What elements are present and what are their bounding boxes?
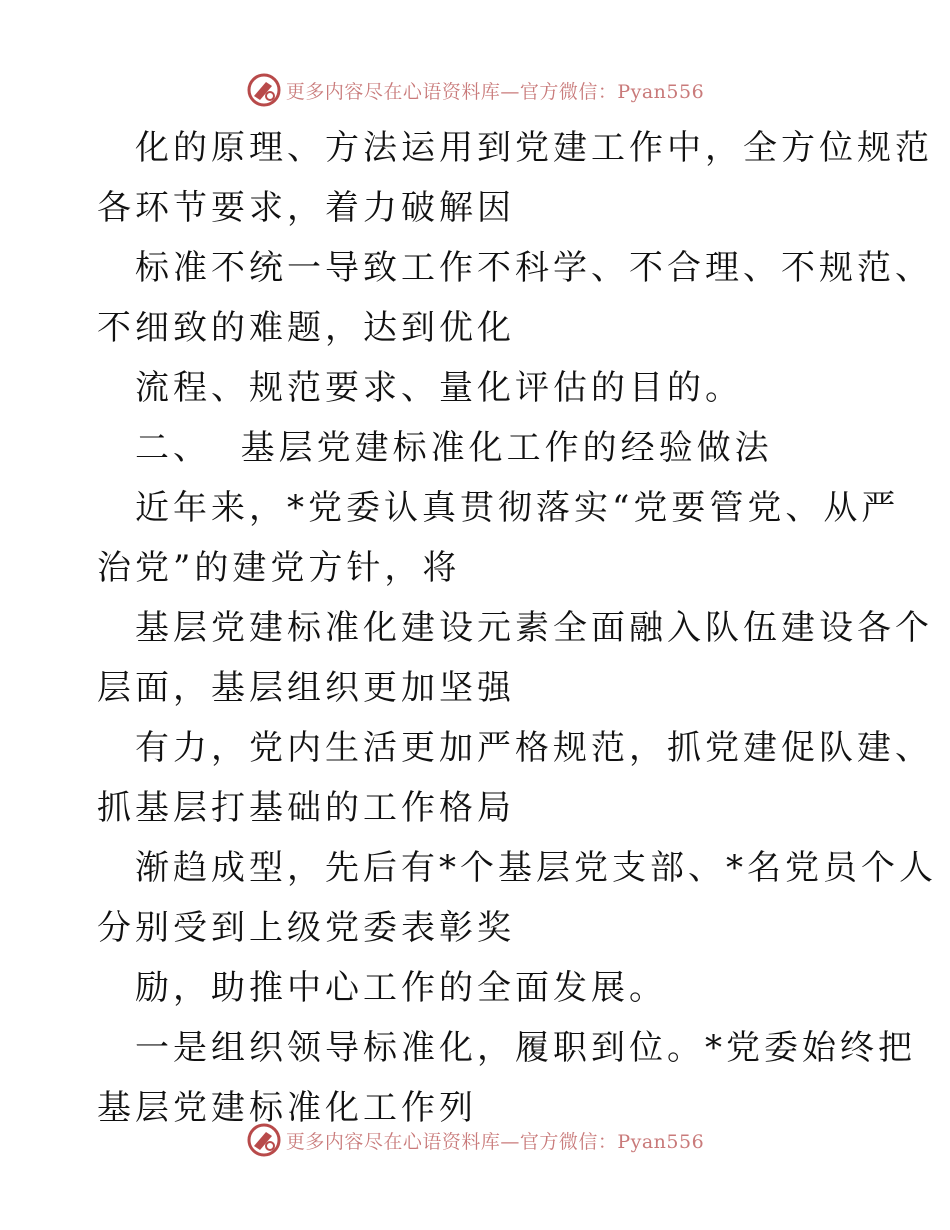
document-body (97, 118, 937, 1138)
text-line: 治党”的建党方针，将 (97, 548, 461, 588)
text-line: 流程、规范要求、量化评估的目的。 (135, 368, 743, 408)
text-line: 各环节要求，着力破解因 (97, 188, 515, 228)
text-line: 分别受到上级党委表彰奖 (97, 908, 515, 948)
text-line: 近年来，*党委认真贯彻落实“党要管党、从严 (135, 488, 900, 528)
watermark-text: 更多内容尽在心语资料库—官方微信：Pyan556 (285, 80, 705, 103)
watermark-logo-icon (246, 1122, 282, 1158)
text-line: 基层党建标准化建设元素全面融入队伍建设各个 (135, 608, 933, 648)
section-heading: 二、 基层党建标准化工作的经验做法 (135, 428, 773, 468)
text-line: 层面，基层组织更加坚强 (97, 668, 515, 708)
watermark-logo-icon (246, 72, 282, 108)
text-line: 有力，党内生活更加严格规范，抓党建促队建、 (135, 728, 933, 768)
text-line: 不细致的难题，达到优化 (97, 308, 515, 348)
text-line: 渐趋成型，先后有*个基层党支部、*名党员个人 (135, 848, 937, 888)
text-line: 抓基层打基础的工作格局 (97, 788, 515, 828)
header-watermark (0, 70, 950, 110)
text-line: 励，助推中心工作的全面发展。 (135, 968, 667, 1008)
text-line: 标准不统一导致工作不科学、不合理、不规范、 (135, 248, 933, 288)
watermark-text: 更多内容尽在心语资料库—官方微信：Pyan556 (285, 1130, 705, 1153)
footer-watermark (0, 1120, 950, 1160)
text-line: 一是组织领导标准化，履职到位。*党委始终把 (135, 1028, 916, 1068)
text-line: 化的原理、方法运用到党建工作中，全方位规范 (135, 128, 933, 168)
text-line: 基层党建标准化工作列 (97, 1088, 477, 1128)
